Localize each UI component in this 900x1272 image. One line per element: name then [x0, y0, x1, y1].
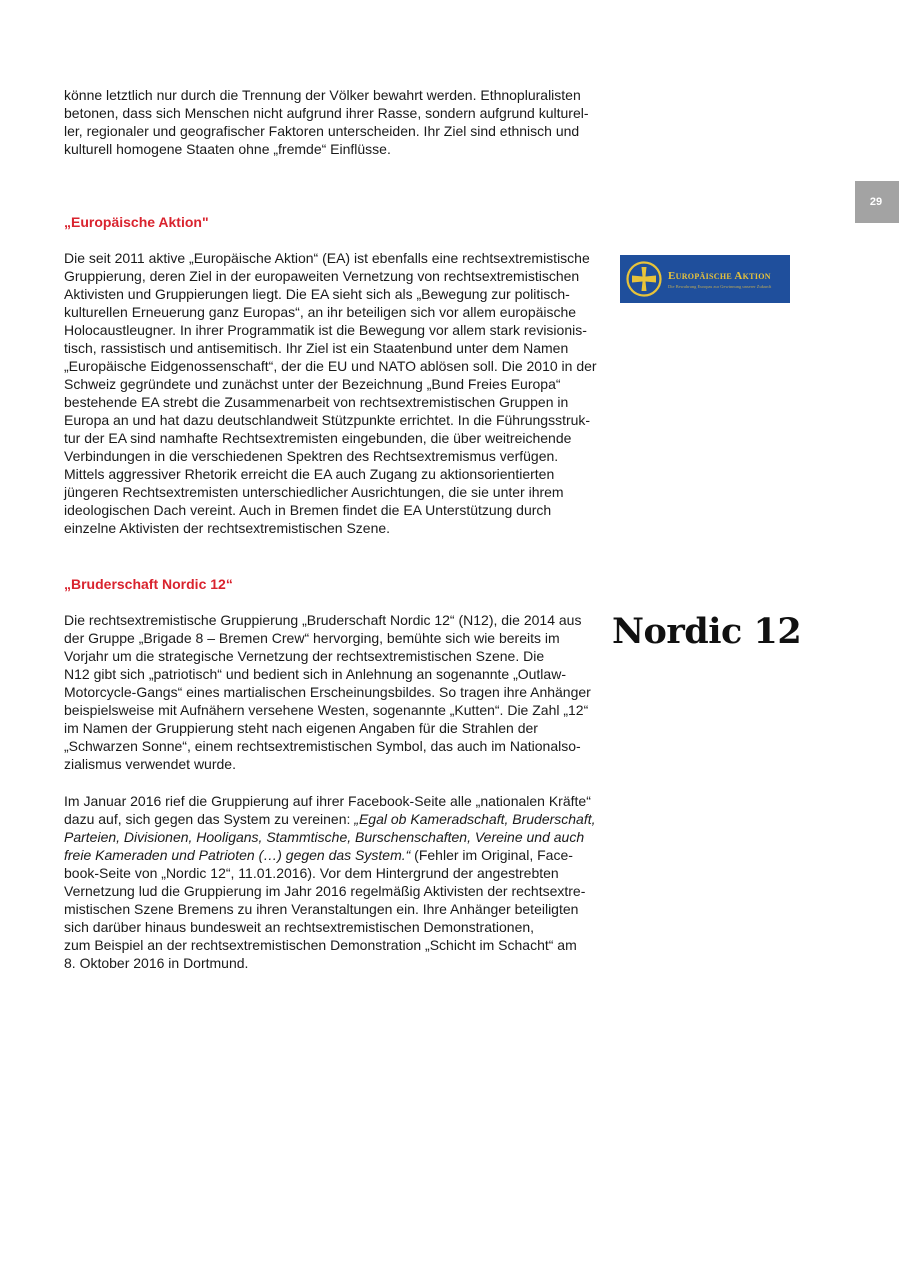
- text-line: im Namen der Gruppierung steht nach eigenen Angaben für die Strahlen der: [64, 720, 538, 736]
- nordic-12-paragraph-1: [64, 611, 612, 773]
- europaeische-aktion-paragraph: [64, 249, 612, 537]
- text-line: Vernetzung lud die Gruppierung im Jahr 2016 regelmäßig Aktivisten der rechtsextre-: [64, 883, 586, 899]
- text-line: könne letztlich nur durch die Trennung der Völker bewahrt werden. Ethnopluralisten: [64, 87, 581, 103]
- text-line: zialismus verwendet wurde.: [64, 756, 236, 772]
- page-number-tab: [855, 181, 899, 223]
- text-line: Europa an und hat dazu deutschlandweit Stützpunkte errichtet. In die Führungsstruk-: [64, 412, 591, 428]
- logo-title: Europäische Aktion: [668, 269, 771, 282]
- section-heading-europaeische-aktion: „Europäische Aktion": [64, 214, 209, 230]
- text-line: [64, 828, 612, 846]
- text-line: kulturell homogene Staaten ohne „fremde“ Einflüsse.: [64, 141, 391, 157]
- text-line: einzelne Aktivisten der rechtsextremistischen Szene.: [64, 520, 391, 536]
- text-line: zum Beispiel an der rechtsextremistischen Demonstration „Schicht im Schacht“ am: [64, 937, 577, 953]
- text-line: beispielsweise mit Aufnähern versehene Westen, sogenannte „Kutten“. Die Zahl „12“: [64, 702, 589, 718]
- text-line: Im Januar 2016 rief die Gruppierung auf ihrer Facebook-Seite alle „nationalen Kräfte“: [64, 793, 591, 809]
- cross-emblem-icon: [626, 261, 662, 297]
- text-line: jüngeren Rechtsextremisten unterschiedlicher Ausrichtungen, die sie unter ihrem: [64, 484, 564, 500]
- text-line: mistischen Szene Bremens zu ihren Veranstaltungen ein. Ihre Anhänger beteiligten: [64, 901, 579, 917]
- text-line: der Gruppe „Brigade 8 – Bremen Crew“ hervorging, bemühte sich wie bereits im: [64, 630, 560, 646]
- text-line: [64, 846, 612, 864]
- text-line: Schweiz gegründete und zunächst unter der Bezeichnung „Bund Freies Europa“: [64, 376, 561, 392]
- nordic-12-logo: [610, 608, 806, 656]
- text-line: ler, regionaler und geografischer Faktoren unterscheiden. Ihr Ziel sind ethnisch und: [64, 123, 580, 139]
- text-line: Die rechtsextremistische Gruppierung „Bruderschaft Nordic 12“ (N12), die 2014 aus: [64, 612, 582, 628]
- text-line: ideologischen Dach vereint. Auch in Bremen findet die EA Unterstützung durch: [64, 502, 552, 518]
- text-line: Aktivisten und Gruppierungen liegt. Die EA sieht sich als „Bewegung zur politisch-: [64, 286, 570, 302]
- logo-tagline: Die Bewahrung Europas zur Gewinnung unserer Zukunft: [668, 283, 772, 289]
- text-line: Die seit 2011 aktive „Europäische Aktion“ (EA) ist ebenfalls eine rechtsextremistische: [64, 250, 590, 266]
- text-line: kulturellen Erneuerung ganz Europas“, an ihr beteiligen sich vor allem europäische: [64, 304, 577, 320]
- intro-paragraph: [64, 86, 612, 158]
- text-line: book-Seite von „Nordic 12“, 11.01.2016). Vor dem Hintergrund der angestrebten: [64, 865, 559, 881]
- quote-text: Parteien, Divisionen, Hooligans, Stammtische, Burschenschaften, Vereine und auch: [64, 829, 585, 845]
- text-line: Gruppierung, deren Ziel in der europaweiten Vernetzung von rechtsextremistischen: [64, 268, 580, 284]
- text-line: [64, 810, 612, 828]
- section-heading-nordic-12: „Bruderschaft Nordic 12“: [64, 576, 233, 592]
- text-line: „Europäische Eidgenossenschaft“, der die EU und NATO ablösen soll. Die 2010 in der: [64, 358, 597, 374]
- text-line: sich darüber hinaus bundesweit an rechtsextremistischen Demonstrationen,: [64, 919, 535, 935]
- logo-text: Nordic 12: [612, 611, 802, 652]
- text-line: Verbindungen in die verschiedenen Spektren des Rechtsextremismus verfügen.: [64, 448, 559, 464]
- text-line: bestehende EA strebt die Zusammenarbeit von rechtsextremistischen Gruppen in: [64, 394, 569, 410]
- nordic-12-paragraph-2: [64, 792, 612, 972]
- text-span: (Fehler im Original, Face-: [410, 847, 573, 863]
- europaeische-aktion-logo: [620, 255, 790, 303]
- text-line: Vorjahr um die strategische Vernetzung der rechtsextremistischen Szene. Die: [64, 648, 545, 664]
- text-line: tur der EA sind namhafte Rechtsextremisten eingebunden, die über weitreichende: [64, 430, 572, 446]
- text-line: Motorcycle-Gangs“ eines martialischen Erscheinungsbildes. So tragen ihre Anhänger: [64, 684, 591, 700]
- text-line: 8. Oktober 2016 in Dortmund.: [64, 955, 249, 971]
- text-line: Mittels aggressiver Rhetorik erreicht die EA auch Zugang zu aktionsorientierten: [64, 466, 555, 482]
- page-number: 29: [869, 196, 883, 208]
- text-span: dazu auf, sich gegen das System zu vereinen:: [64, 811, 355, 827]
- text-line: tisch, rassistisch und antisemitisch. Ihr Ziel ist ein Staatenbund unter dem Namen: [64, 340, 569, 356]
- quote-text: „Egal ob Kameradschaft, Bruderschaft,: [354, 811, 596, 827]
- text-line: „Schwarzen Sonne“, einem rechtsextremistischen Symbol, das auch im Nationalso-: [64, 738, 581, 754]
- text-line: betonen, dass sich Menschen nicht aufgrund ihrer Rasse, sondern aufgrund kulturel-: [64, 105, 589, 121]
- text-line: Holocaustleugner. In ihrer Programmatik ist die Bewegung vor allem stark revisionis-: [64, 322, 587, 338]
- text-line: N12 gibt sich „patriotisch“ und bedient sich in Anlehnung an sogenannte „Outlaw-: [64, 666, 566, 682]
- quote-text: freie Kameraden und Patrioten (…) gegen das System.“: [64, 847, 411, 863]
